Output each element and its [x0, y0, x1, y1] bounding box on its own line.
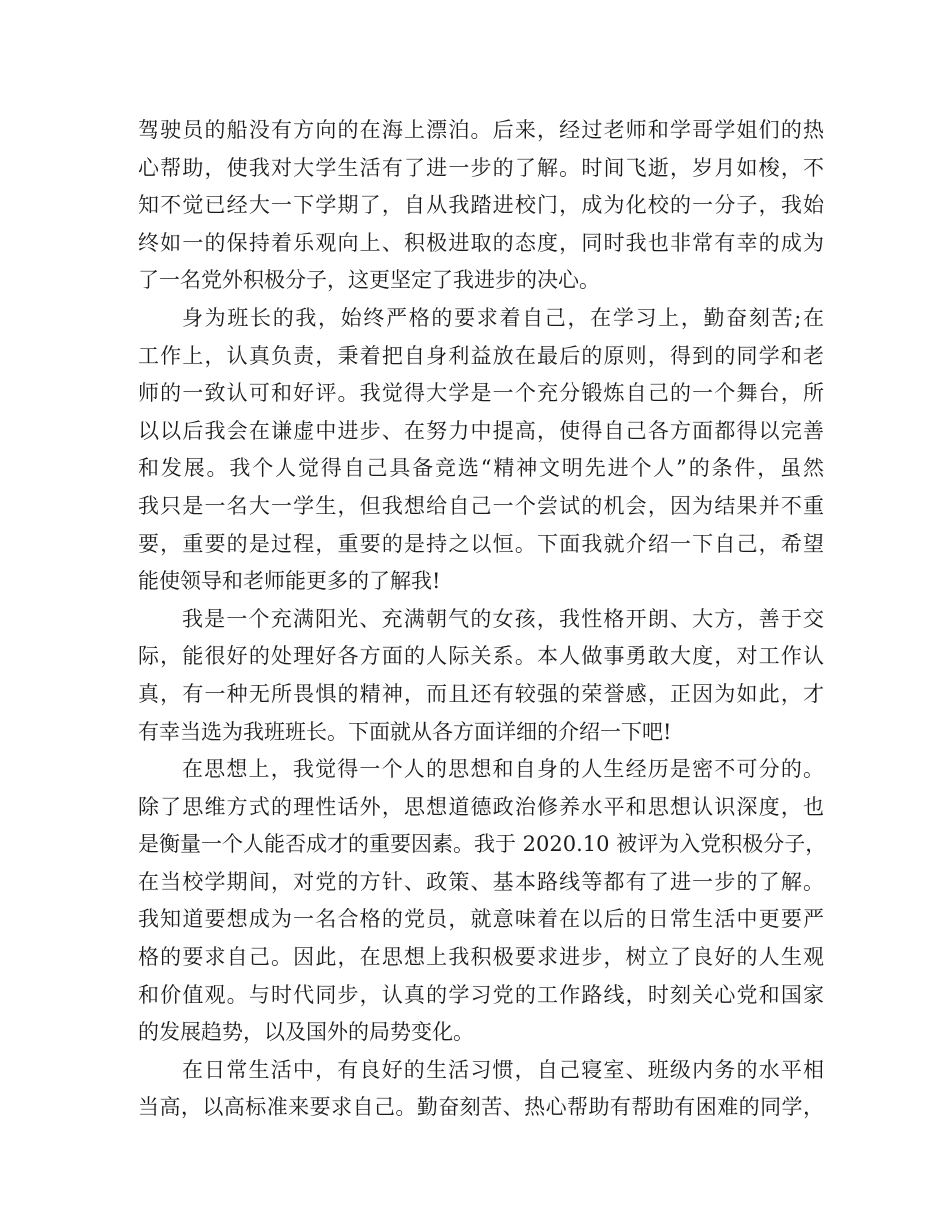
text-line: 际，能很好的处理好各方面的人际关系。本人做事勇敢大度，对工作认	[138, 644, 824, 669]
text-line: 和发展。我个人觉得自己具备竞选“精神文明先进个人”的条件，虽然	[138, 456, 824, 481]
document-page	[138, 112, 827, 1127]
text-line: 终如一的保持着乐观向上、积极进取的态度，同时我也非常有幸的成为	[138, 230, 824, 255]
text-line: 我知道要想成为一名合格的党员，就意味着在以后的日常生活中更要严	[138, 907, 824, 932]
text-line: 我只是一名大一学生，但我想给自己一个尝试的机会，因为结果并不重	[138, 493, 824, 518]
text-line: 了一名党外积极分子，这更坚定了我进步的决心。	[138, 268, 600, 293]
text-line: 心帮助，使我对大学生活有了进一步的了解。时间飞逝，岁月如梭，不	[138, 155, 824, 180]
text-line: 格的要求自己。因此，在思想上我积极要求进步，树立了良好的人生观	[138, 945, 824, 970]
text-line: 真，有一种无所畏惧的精神，而且还有较强的荣誉感，正因为如此，才	[138, 681, 824, 706]
paragraph	[138, 112, 824, 300]
paragraph	[138, 601, 824, 751]
text-line: 除了思维方式的理性话外，思想道德政治修养水平和思想认识深度，也	[138, 794, 824, 819]
text-line: 能使领导和老师能更多的了解我!	[138, 569, 441, 594]
text-line: 在日常生活中，有良好的生活习惯，自己寝室、班级内务的水平相	[182, 1057, 824, 1082]
text-line: 是衡量一个人能否成才的重要因素。我于 2020.10 被评为入党积极分子，	[138, 832, 827, 857]
text-line: 师的一致认可和好评。我觉得大学是一个充分锻炼自己的一个舞台，所	[138, 381, 824, 406]
text-line: 当高，以高标准来要求自己。勤奋刻苦、热心帮助有帮助有困难的同学，	[138, 1095, 824, 1120]
text-line: 以以后我会在谦虚中进步、在努力中提高，使得自己各方面都得以完善	[138, 418, 824, 443]
paragraph	[138, 300, 824, 601]
text-line: 有幸当选为我班班长。下面就从各方面详细的介绍一下吧!	[138, 719, 672, 744]
paragraph	[138, 1052, 824, 1127]
text-line: 的发展趋势，以及国外的局势变化。	[138, 1020, 474, 1045]
paragraph	[138, 751, 827, 1052]
text-line: 工作上，认真负责，秉着把自身利益放在最后的原则，得到的同学和老	[138, 343, 824, 368]
text-line: 和价值观。与时代同步，认真的学习党的工作路线，时刻关心党和国家	[138, 982, 824, 1007]
text-line: 知不觉已经大一下学期了，自从我踏进校门，成为化校的一分子，我始	[138, 193, 824, 218]
text-line: 身为班长的我，始终严格的要求着自己，在学习上，勤奋刻苦;在	[182, 305, 824, 330]
text-line: 驾驶员的船没有方向的在海上漂泊。后来，经过老师和学哥学姐们的热	[138, 118, 824, 142]
text-line: 在思想上，我觉得一个人的思想和自身的人生经历是密不可分的。	[182, 757, 824, 782]
text-line: 要，重要的是过程，重要的是持之以恒。下面我就介绍一下自己，希望	[138, 531, 824, 556]
text-line: 我是一个充满阳光、充满朝气的女孩，我性格开朗、大方，善于交	[182, 606, 824, 631]
text-line: 在当校学期间，对党的方针、政策、基本路线等都有了进一步的了解。	[138, 869, 824, 894]
